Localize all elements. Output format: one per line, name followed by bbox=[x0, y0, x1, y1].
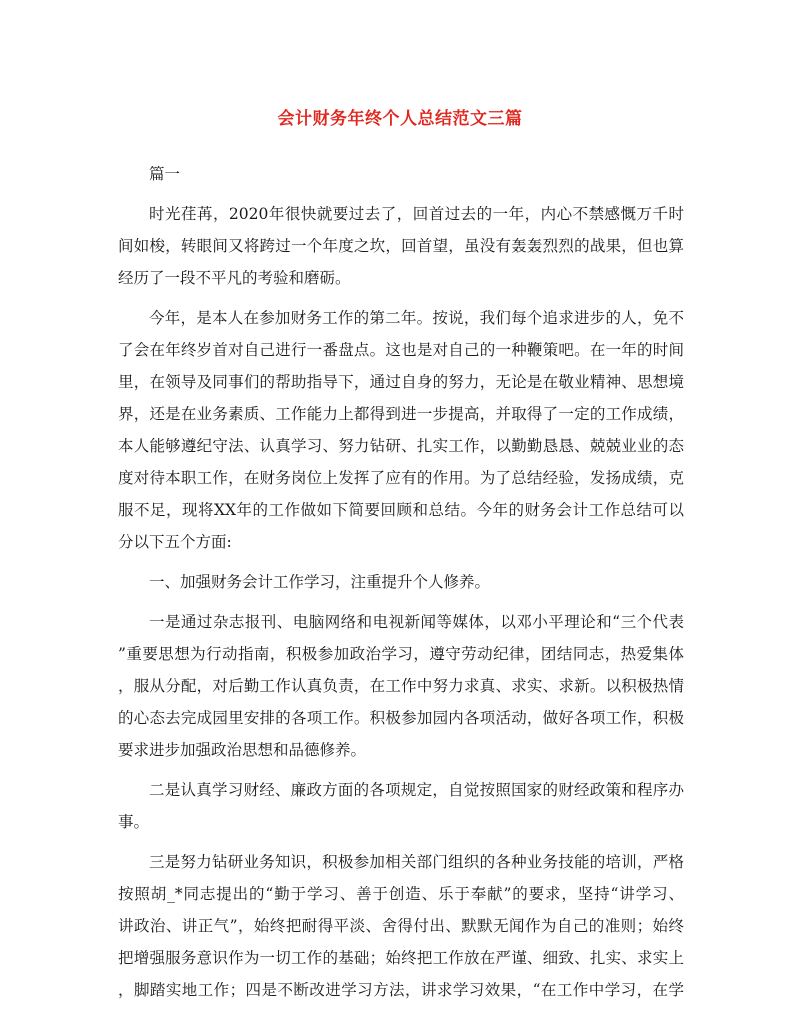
paragraph-gap bbox=[118, 766, 684, 774]
paragraph-gap bbox=[118, 598, 684, 606]
paragraph-gap bbox=[118, 190, 684, 198]
text-line: 一、加强财务会计工作学习，注重提升个人修养。 bbox=[149, 573, 491, 591]
text-line: 事。 bbox=[118, 813, 150, 831]
text-line: 服不足，现将XX年的工作做如下简要回顾和总结。今年的财务会计工作总结可以 bbox=[118, 501, 684, 519]
paragraph-gap bbox=[118, 558, 684, 566]
text-line: ”重要思想为行动指南，积极参加政治学习，遵守劳动纪律，团结同志，热爱集体 bbox=[118, 645, 684, 663]
text-line: 篇一 bbox=[149, 165, 181, 183]
text-line: 二是认真学习财经、廉政方面的各项规定，自觉按照国家的财经政策和程序办 bbox=[149, 781, 684, 799]
text-line: 把增强服务意识作为一切工作的基础；始终把工作放在严谨、细致、扎实、求实上 bbox=[118, 949, 684, 967]
text-line: ，脚踏实地工作；四是不断改进学习方法，讲求学习效果，“在工作中学习，在学 bbox=[118, 981, 684, 999]
text-line: 要求进步加强政治思想和品德修养。 bbox=[118, 741, 367, 759]
text-line: 三是努力钻研业务知识，积极参加相关部门组织的各种业务技能的培训，严格 bbox=[149, 853, 684, 871]
paragraph-gap bbox=[118, 294, 684, 302]
text-line: 了会在年终岁首对自己进行一番盘点。这也是对自己的一种鞭策吧。在一年的时间 bbox=[118, 341, 684, 359]
text-line: ，服从分配，对后勤工作认真负责，在工作中努力求真、求实、求新。以积极热情 bbox=[118, 677, 684, 695]
text-line: 界，还是在业务素质、工作能力上都得到进一步提高，并取得了一定的工作成绩， bbox=[118, 405, 684, 423]
text-line: 经历了一段不平凡的考验和磨砺。 bbox=[118, 269, 351, 287]
text-line: 分以下五个方面: bbox=[118, 533, 232, 551]
text-line: 一是通过杂志报刊、电脑网络和电视新闻等媒体，以邓小平理论和“三个代表 bbox=[149, 613, 684, 631]
text-line: 按照胡_*同志提出的“勤于学习、善于创造、乐于奉献”的要求，坚持“讲学习、 bbox=[118, 885, 684, 903]
document-body bbox=[118, 158, 684, 1006]
text-line: 度对待本职工作，在财务岗位上发挥了应有的作用。为了总结经验，发扬成绩，克 bbox=[118, 469, 684, 487]
text-line: 间如梭，转眼间又将跨过一个年度之坎，回首望，虽没有轰轰烈烈的战果，但也算 bbox=[118, 237, 684, 255]
paragraph-gap bbox=[118, 838, 684, 846]
text-line: 讲政治、讲正气”，始终把耐得平淡、舍得付出、默默无闻作为自己的准则；始终 bbox=[118, 917, 684, 935]
text-line: 时光荏苒，2020年很快就要过去了，回首过去的一年，内心不禁感慨万千时 bbox=[149, 205, 684, 223]
text-line: 的心态去完成园里安排的各项工作。积极参加园内各项活动，做好各项工作，积极 bbox=[118, 709, 684, 727]
document-title: 会计财务年终个人总结范文三篇 bbox=[277, 109, 523, 129]
text-line: 里，在领导及同事们的帮助指导下，通过自身的努力，无论是在敬业精神、思想境 bbox=[118, 373, 684, 391]
text-line: 今年，是本人在参加财务工作的第二年。按说，我们每个追求进步的人，免不 bbox=[149, 309, 684, 327]
text-line: 本人能够遵纪守法、认真学习、努力钻研、扎实工作，以勤勤恳恳、兢兢业业的态 bbox=[118, 437, 684, 455]
